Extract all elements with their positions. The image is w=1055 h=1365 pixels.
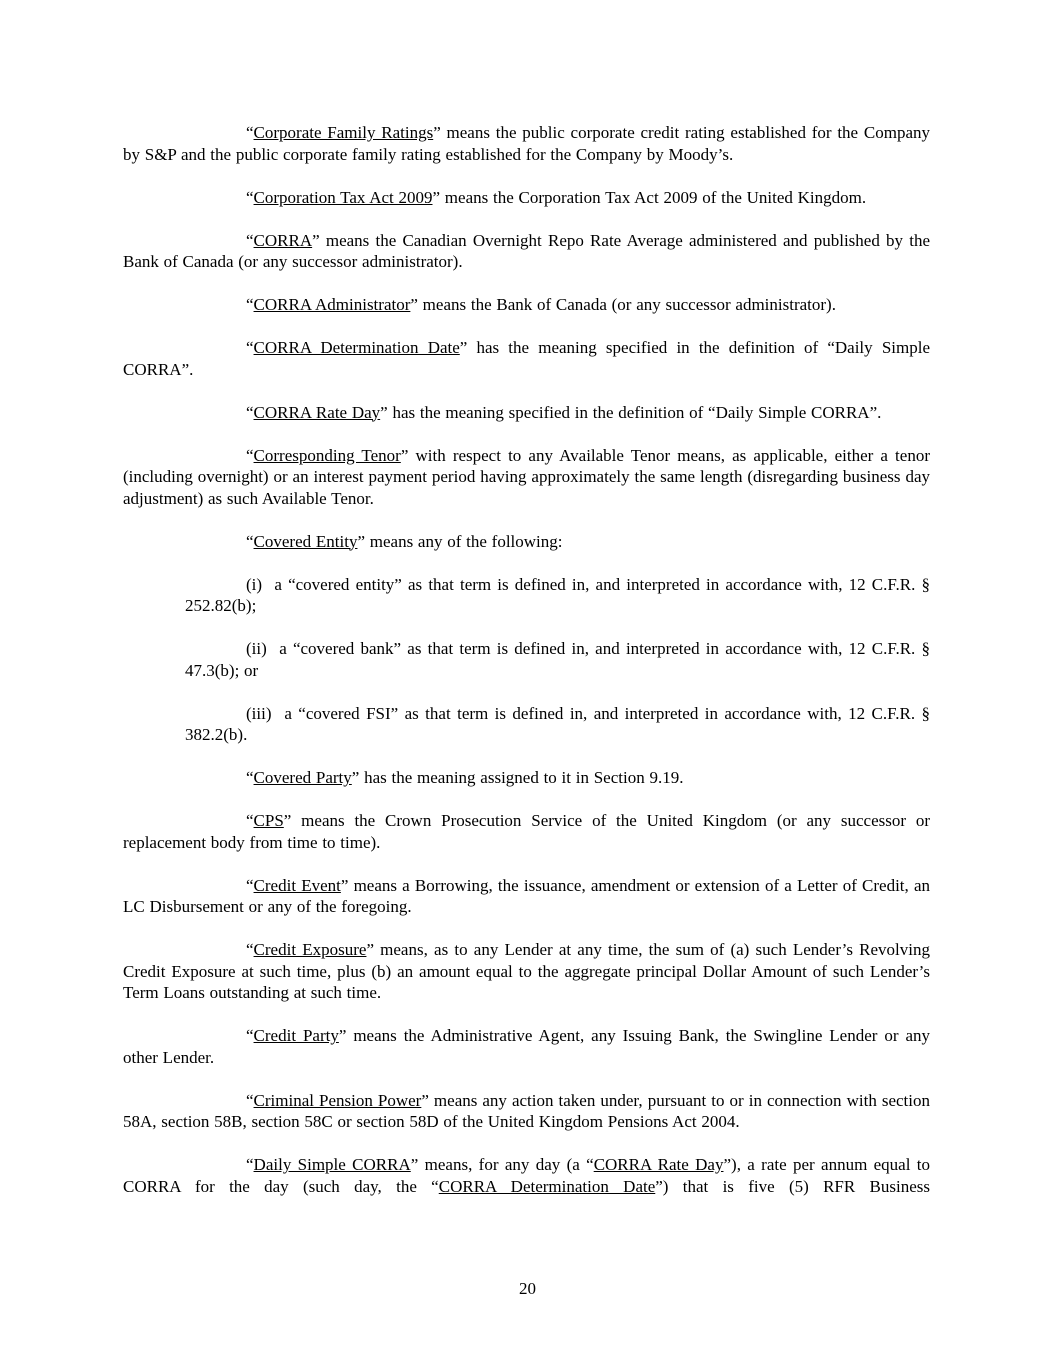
page-number: 20 <box>519 1279 536 1298</box>
text-run: ” means any action taken under, pursuant to or in connection with section 58A, section 58B, section 58C or section 58D of the United Kingdom Pensions Act 2004. <box>123 1090 931 1131</box>
text-run: ” means any of the following: <box>357 531 563 551</box>
definition-corporate-family-ratings <box>123 122 930 165</box>
covered-entity-clause-iii <box>185 703 930 746</box>
defined-term: Credit Party <box>253 1026 339 1045</box>
text-run: ” has the meaning specified in the definition of “Daily Simple CORRA”. <box>123 338 930 379</box>
text-run: (iii) a “covered FSI” as that term is defined in, and interpreted in accordance with, 12 C.F.R. § 382.2(b). <box>185 703 930 744</box>
defined-term: CORRA Determination Date <box>438 1176 656 1196</box>
defined-term: Covered Entity <box>253 531 358 551</box>
defined-term: Covered Party <box>253 768 352 787</box>
definition-credit-event <box>123 875 930 918</box>
defined-term: Corporation Tax Act 2009 <box>253 187 433 207</box>
defined-term: Daily Simple CORRA <box>253 1155 411 1174</box>
definition-corra <box>123 230 930 273</box>
definition-covered-party <box>123 767 930 789</box>
text-run: “ <box>246 295 254 314</box>
text-run: “ <box>246 230 254 250</box>
text-run: ” means, for any day (a “ <box>410 1155 594 1174</box>
defined-term: CORRA Determination Date <box>253 338 460 357</box>
defined-term: Corresponding Tenor <box>253 445 401 465</box>
text-run: “ <box>246 531 254 551</box>
text-run: (i) a “covered entity” as that term is defined in, and interpreted in accordance with, 12 C.F.R. § 252.82(b); <box>185 574 930 615</box>
covered-entity-clause-ii <box>185 638 930 681</box>
definition-corra-administrator <box>123 294 930 316</box>
text-run: “ <box>246 123 254 142</box>
text-run: “ <box>246 1026 254 1045</box>
text-run: ” means the Corporation Tax Act 2009 of the United Kingdom. <box>432 187 867 207</box>
defined-term: CORRA Rate Day <box>593 1155 724 1174</box>
text-run: “ <box>246 187 254 207</box>
definition-cps <box>123 810 930 853</box>
text-run: “ <box>246 768 254 787</box>
defined-term: Credit Exposure <box>253 940 367 959</box>
text-run: ” has the meaning specified in the definition of “Daily Simple CORRA”. <box>380 402 882 422</box>
definition-criminal-pension-power <box>123 1090 930 1133</box>
text-run: ” means the public corporate credit rating established for the Company by S&P and the public corporate family rating established for the Company by Moody’s. <box>123 123 930 164</box>
defined-term: Criminal Pension Power <box>253 1090 422 1110</box>
defined-term: Corporate Family Ratings <box>253 123 434 142</box>
text-run: ” means the Canadian Overnight Repo Rate Average administered and published by the Bank of Canada (or any successor administrator). <box>123 230 930 271</box>
text-run: “ <box>246 811 254 830</box>
text-run: “ <box>246 940 254 959</box>
text-run: ” has the meaning assigned to it in Section 9.19. <box>351 768 684 787</box>
definition-corresponding-tenor <box>123 445 930 510</box>
text-run: ” means the Crown Prosecution Service of the United Kingdom (or any successor or replacement body from time to time). <box>123 811 930 852</box>
text-run: ”), a rate per annum equal to CORRA for the day (such day, the “ <box>123 1155 931 1196</box>
definition-corporation-tax-act-2009 <box>123 187 930 209</box>
definition-corra-determination-date <box>123 337 930 380</box>
definition-credit-exposure <box>123 939 930 1004</box>
text-run: “ <box>246 338 254 357</box>
text-run: ” means the Administrative Agent, any Issuing Bank, the Swingline Lender or any other Lender. <box>123 1026 930 1067</box>
defined-term: CORRA <box>253 230 313 250</box>
text-run: “ <box>246 1155 254 1174</box>
text-run: “ <box>246 1090 254 1110</box>
text-run: ” means the Bank of Canada (or any successor administrator). <box>410 295 836 314</box>
definition-credit-party <box>123 1025 930 1068</box>
text-run: ”) that is five (5) RFR Business <box>655 1176 930 1196</box>
defined-term: CORRA Administrator <box>253 295 411 314</box>
document-body <box>123 122 930 1219</box>
text-run: ” with respect to any Available Tenor means, as applicable, either a tenor (including overnight) or an interest payment period having approximately the same length (disregarding business day adjustment) as such Available Tenor. <box>123 445 930 508</box>
defined-term: Credit Event <box>253 875 341 895</box>
defined-term: CPS <box>253 811 284 830</box>
text-run: (ii) a “covered bank” as that term is defined in, and interpreted in accordance with, 12 C.F.R. § 47.3(b); or <box>185 639 930 680</box>
text-run: “ <box>246 875 254 895</box>
definition-corra-rate-day <box>123 402 930 424</box>
covered-entity-clause-i <box>185 574 930 617</box>
text-run: “ <box>246 445 254 465</box>
definition-daily-simple-corra <box>123 1154 930 1197</box>
text-run: ” means a Borrowing, the issuance, amendment or extension of a Letter of Credit, an LC Disbursement or any of the foregoing. <box>123 875 930 916</box>
definition-covered-entity <box>123 531 930 553</box>
text-run: ” means, as to any Lender at any time, the sum of (a) such Lender’s Revolving Credit Exposure at such time, plus (b) an amount equal to the aggregate principal Dollar Amount of such Lender’s Term Loans outstanding at such time. <box>123 940 930 1002</box>
defined-term: CORRA Rate Day <box>253 402 381 422</box>
text-run: “ <box>246 402 254 422</box>
